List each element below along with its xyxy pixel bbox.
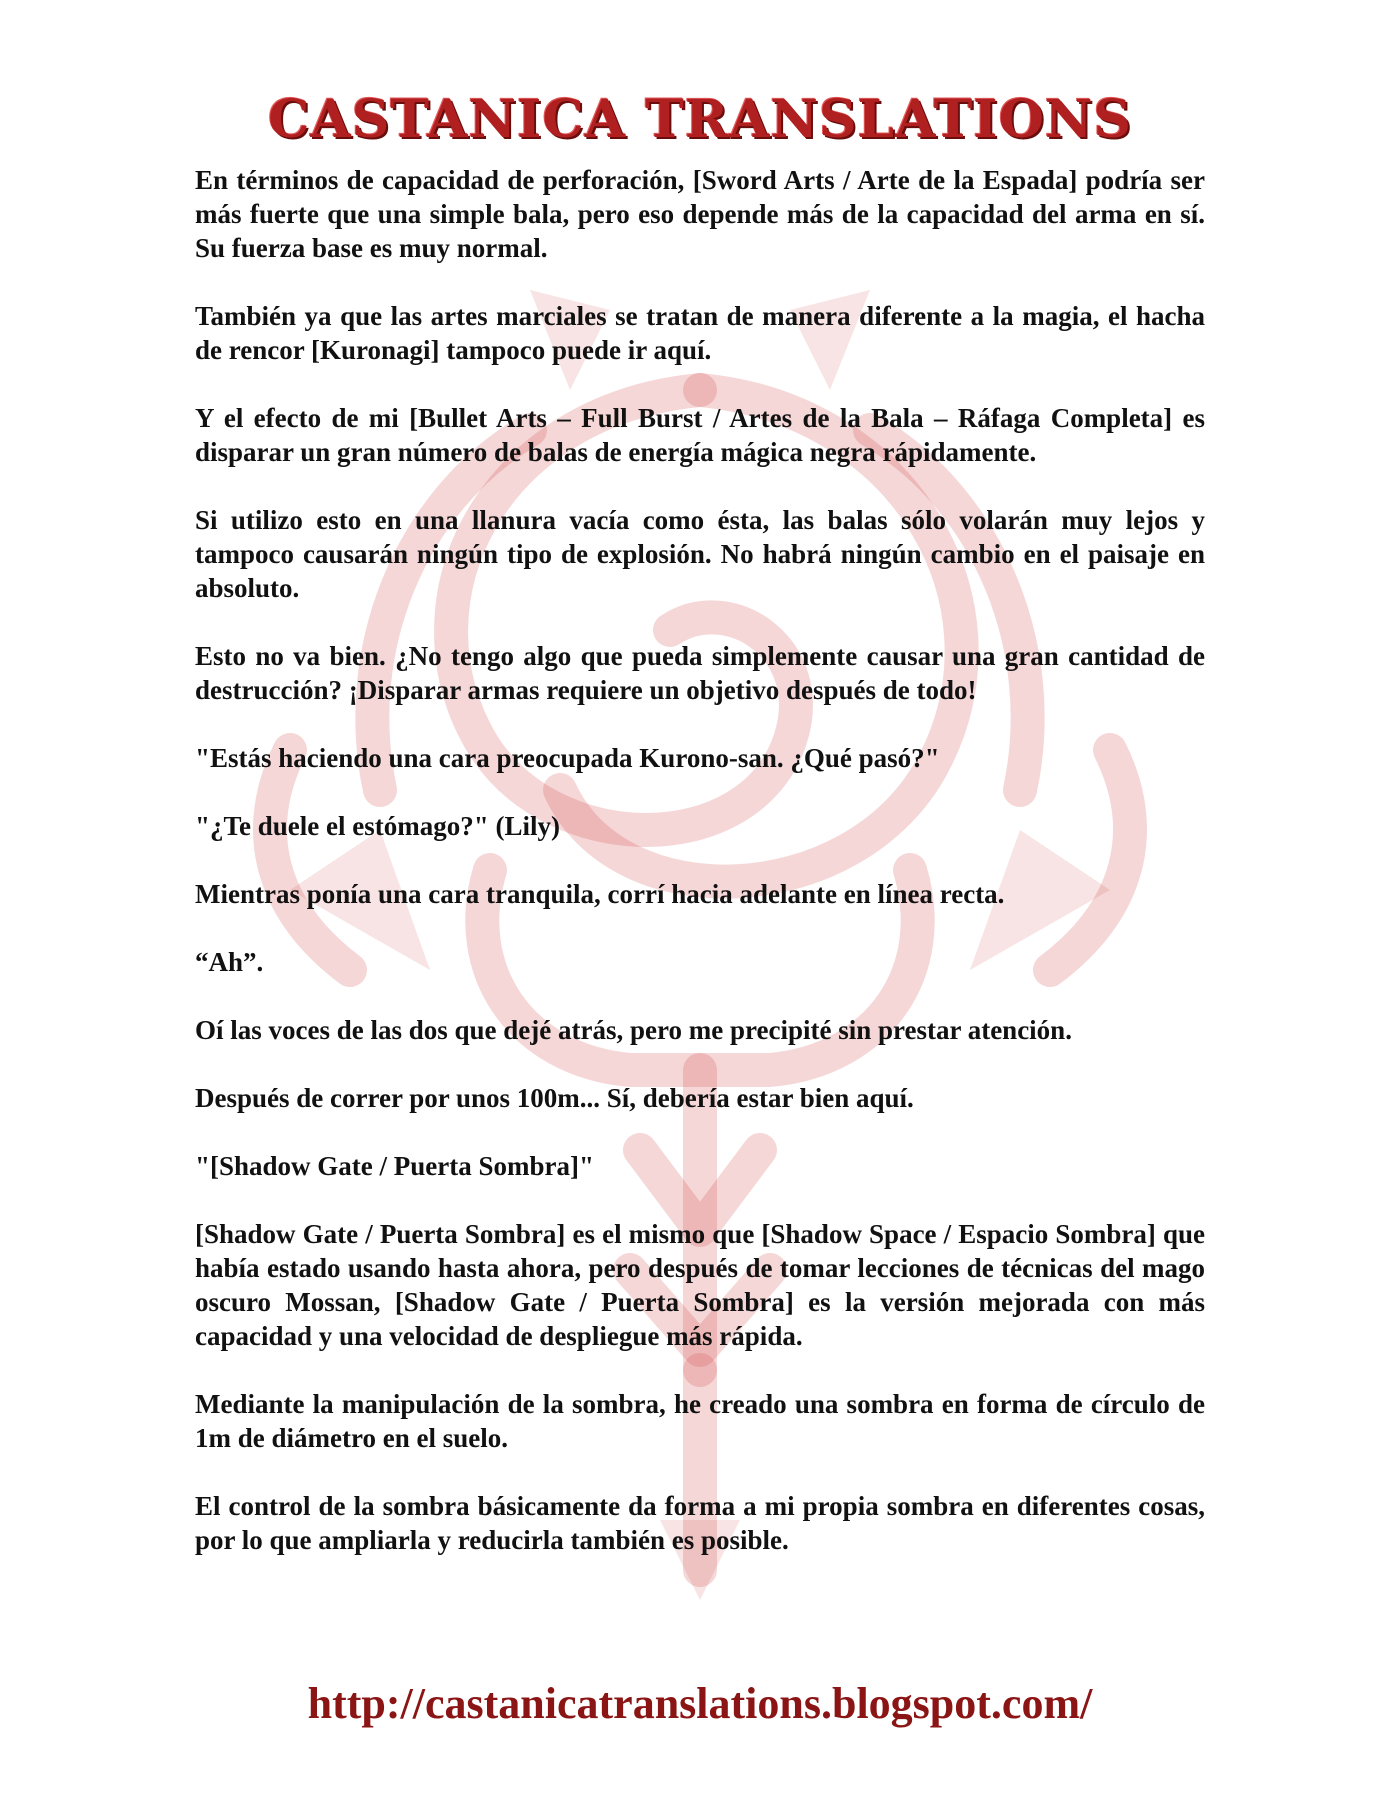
chapter-text [195, 163, 1205, 1591]
paragraph: También ya que las artes marciales se tratan de manera diferente a la magia, el hacha de rencor [Kuronagi] tampoco puede ir aquí. [195, 301, 1205, 365]
paragraph: En términos de capacidad de perforación, [Sword Arts / Arte de la Espada] podría ser más fuerte que una simple bala, pero eso depende más de la capacidad del arma en sí. Su fuerza base es muy normal. [195, 165, 1205, 263]
dialogue-line: "[Shadow Gate / Puerta Sombra]" [195, 1151, 594, 1181]
dialogue-line: “Ah”. [195, 947, 264, 977]
site-title: CASTANICA TRANSLATIONS [268, 89, 1132, 150]
paragraph: Si utilizo esto en una llanura vacía como ésta, las balas sólo volarán muy lejos y tampoco causarán ningún tipo de explosión. No habrá ningún cambio en el paisaje en absoluto. [195, 505, 1205, 603]
blog-url-link[interactable]: http://castanicatranslations.blogspot.com/ [307, 1679, 1093, 1728]
paragraph: [Shadow Gate / Puerta Sombra] es el mismo que [Shadow Space / Espacio Sombra] que había estado usando hasta ahora, pero después de tomar lecciones de técnicas del mago oscuro Mossan, [Shadow Gate / Puerta Sombra] es la versión mejorada con más capacidad y una velocidad de despliegue más rápida. [195, 1219, 1205, 1351]
paragraph: Mientras ponía una cara tranquila, corrí hacia adelante en línea recta. [195, 879, 1005, 909]
paragraph: Oí las voces de las dos que dejé atrás, pero me precipité sin prestar atención. [195, 1015, 1072, 1045]
paragraph: Mediante la manipulación de la sombra, he creado una sombra en forma de círculo de 1m de diámetro en el suelo. [195, 1389, 1205, 1453]
paragraph: Esto no va bien. ¿No tengo algo que pueda simplemente causar una gran cantidad de destrucción? ¡Disparar armas requiere un objetivo después de todo! [195, 641, 1205, 705]
paragraph: Después de correr por unos 100m... Sí, debería estar bien aquí. [195, 1083, 914, 1113]
paragraph: Y el efecto de mi [Bullet Arts – Full Burst / Artes de la Bala – Ráfaga Completa] es disparar un gran número de balas de energía mágica negra rápidamente. [195, 403, 1205, 467]
dialogue-line: "¿Te duele el estómago?" (Lily) [195, 811, 560, 841]
dialogue-line: "Estás haciendo una cara preocupada Kurono-san. ¿Qué pasó?" [195, 743, 940, 773]
paragraph: El control de la sombra básicamente da forma a mi propia sombra en diferentes cosas, por lo que ampliarla y reducirla también es posible. [195, 1491, 1205, 1555]
